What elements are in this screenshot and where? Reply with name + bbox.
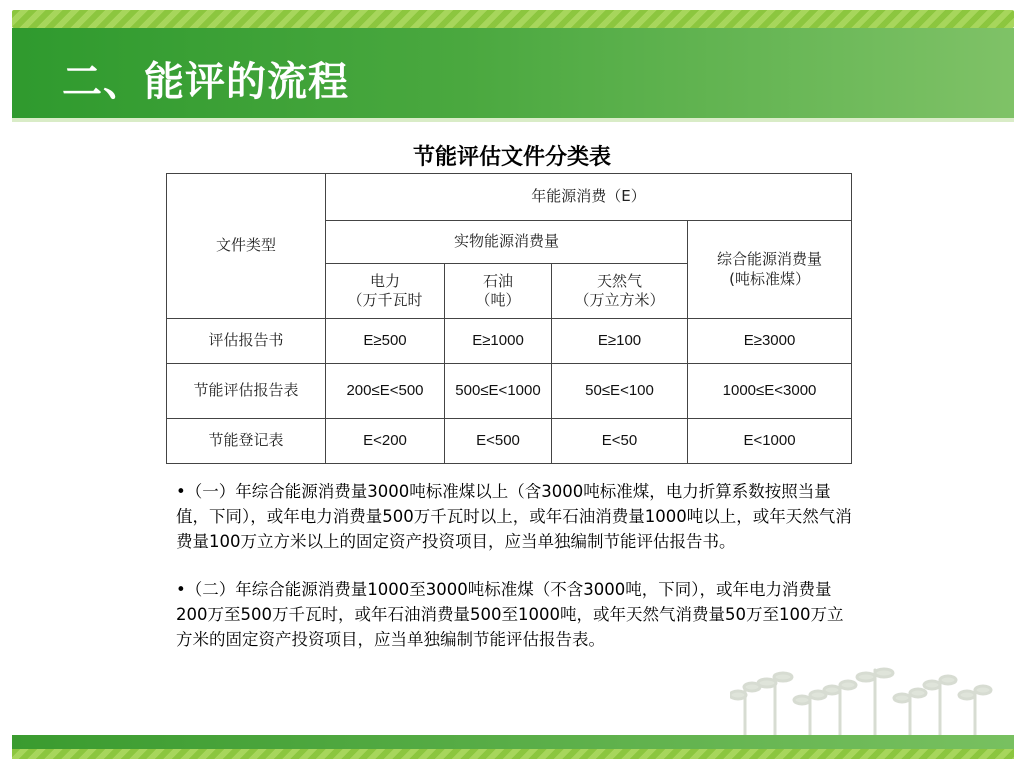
table-caption: 节能评估文件分类表 [412, 145, 611, 170]
cell-gas: E<50 [552, 419, 688, 464]
header-file-type: 文件类型 [167, 174, 326, 319]
page-title: 二、能评的流程 [62, 59, 349, 105]
header-oil-label: 石油 [482, 271, 513, 290]
note-paragraph-1: •（一）年综合能源消费量3000吨标准煤以上（含3000吨标准煤，电力折算系数按照当量值，下同），或年电力消费量500万千瓦时以上，或年石油消费量1000吨以上，或年天然气消费量100万立方米以上的固定资产投资项目，应当单独编制节能评估报告书。 [176, 482, 852, 551]
header-divider [12, 118, 1014, 122]
header-electricity [326, 264, 445, 319]
header-gas-unit: （万立方米） [574, 291, 665, 309]
explanation-notes [176, 480, 856, 677]
classification-table [166, 173, 852, 464]
cell-comprehensive: 1000≤E<3000 [688, 364, 852, 419]
header-comprehensive-unit: (吨标准煤） [729, 269, 810, 288]
cell-electricity: 200≤E<500 [326, 364, 445, 419]
row-label: 节能登记表 [167, 419, 326, 464]
table-row [167, 319, 852, 364]
table-row [167, 364, 852, 419]
row-label: 评估报告书 [167, 319, 326, 364]
header-electricity-unit: （万千瓦时 [347, 291, 423, 309]
cell-electricity: E≥500 [326, 319, 445, 364]
header-gas-label: 天然气 [596, 271, 642, 290]
cell-gas: E≥100 [552, 319, 688, 364]
cell-oil: E<500 [445, 419, 552, 464]
note-paragraph-2: •（二）年综合能源消费量1000至3000吨标准煤（不含3000吨，下同），或年电力消费量200万至500万千瓦时，或年石油消费量500至1000吨，或年天然气消费量50万至100万立方米的固定资产投资项目，应当单独编制节能评估报告表。 [176, 580, 844, 649]
top-decorative-stripe [12, 10, 1014, 28]
header-comprehensive [688, 221, 852, 319]
cell-gas: 50≤E<100 [552, 364, 688, 419]
header-electricity-label: 电力 [369, 271, 400, 290]
header-oil-unit: （吨） [475, 291, 521, 309]
header-comprehensive-label: 综合能源消费量 [717, 250, 823, 268]
header-oil [445, 264, 552, 319]
footer-decorative-stripe [12, 749, 1014, 759]
header-annual-energy: 年能源消费（E） [326, 174, 852, 221]
table-row [167, 419, 852, 464]
cell-electricity: E<200 [326, 419, 445, 464]
row-label: 节能评估报告表 [167, 364, 326, 419]
header-physical: 实物能源消费量 [326, 221, 688, 264]
cell-oil: 500≤E<1000 [445, 364, 552, 419]
footer-band [12, 735, 1014, 749]
cell-comprehensive: E≥3000 [688, 319, 852, 364]
header-gas [552, 264, 688, 319]
cell-comprehensive: E<1000 [688, 419, 852, 464]
cell-oil: E≥1000 [445, 319, 552, 364]
decorative-plants-icon [730, 665, 1005, 735]
